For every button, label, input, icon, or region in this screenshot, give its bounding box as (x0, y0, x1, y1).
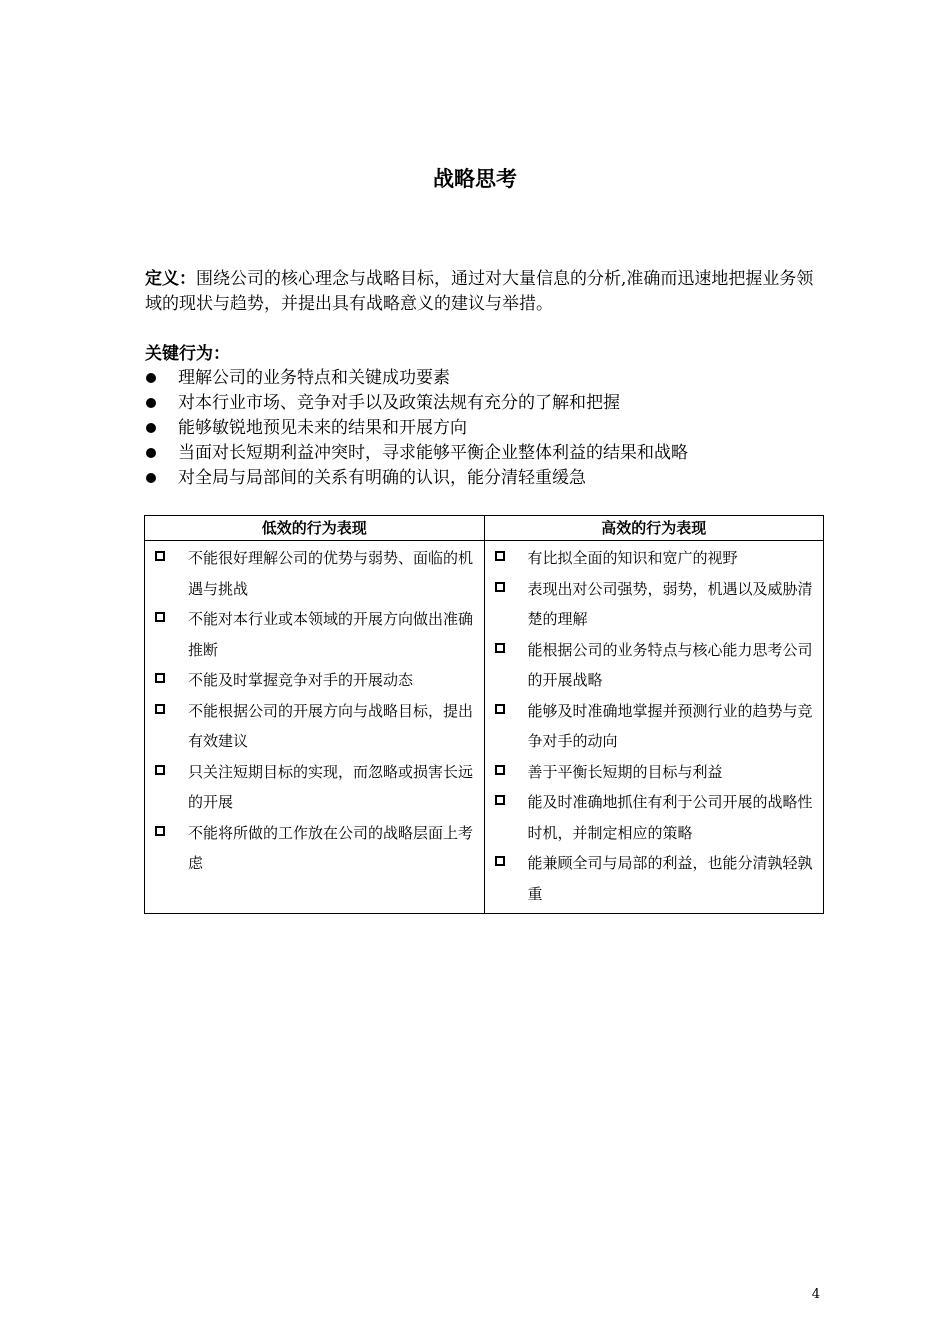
page-number: 4 (811, 1287, 820, 1302)
low-effectiveness-header: 低效的行为表现 (145, 516, 485, 541)
list-item (155, 543, 478, 604)
list-item (155, 696, 478, 757)
bullet-icon (146, 398, 156, 408)
list-item (145, 391, 825, 416)
list-item (145, 416, 825, 441)
high-effectiveness-header: 高效的行为表现 (484, 516, 824, 541)
checkbox-icon (155, 826, 165, 836)
checkbox-icon (495, 856, 505, 866)
list-item-text: 当面对长短期利益冲突时，寻求能够平衡企业整体利益的结果和战略 (178, 443, 688, 463)
checkbox-icon (495, 765, 505, 775)
list-item-text: 不能根据公司的开展方向与战略目标，提出有效建议 (188, 701, 474, 750)
checkbox-icon (495, 582, 505, 592)
behavior-table (144, 515, 824, 914)
checkbox-icon (495, 643, 505, 653)
list-item (155, 665, 478, 696)
definition-paragraph (145, 267, 815, 317)
checkbox-icon (155, 704, 165, 714)
checkbox-icon (495, 704, 505, 714)
list-item-text: 善于平衡长短期的目标与利益 (527, 762, 723, 781)
list-item (145, 466, 825, 491)
key-behaviors-heading: 关键行为： (145, 344, 230, 364)
list-item-text: 不能对本行业或本领域的开展方向做出准确推断 (188, 610, 474, 659)
bullet-icon (146, 423, 156, 433)
list-item-text: 能够及时准确地掌握并预测行业的趋势与竞争对手的动向 (527, 701, 813, 750)
high-effectiveness-cell (484, 541, 824, 914)
low-effectiveness-cell (145, 541, 485, 914)
checkbox-icon (155, 673, 165, 683)
bullet-icon (146, 373, 156, 383)
high-effectiveness-list (485, 541, 824, 913)
table-header-row (145, 516, 824, 541)
list-item (495, 757, 818, 788)
list-item (145, 441, 825, 466)
list-item-text: 能及时准确地抓住有利于公司开展的战略性时机，并制定相应的策略 (527, 793, 813, 842)
list-item (495, 696, 818, 757)
list-item (495, 574, 818, 635)
checkbox-icon (495, 551, 505, 561)
definition-label: 定义： (145, 269, 196, 289)
list-item (495, 848, 818, 909)
list-item-text: 不能很好理解公司的优势与弱势、面临的机遇与挑战 (188, 549, 474, 598)
list-item (155, 757, 478, 818)
list-item-text: 能兼顾全司与局部的利益，也能分清孰轻孰重 (527, 854, 813, 903)
list-item-text: 只关注短期目标的实现，而忽略或损害长远的开展 (188, 762, 474, 811)
checkbox-icon (495, 795, 505, 805)
page-title: 战略思考 (433, 167, 517, 191)
key-behaviors-list (145, 366, 825, 491)
list-item (155, 604, 478, 665)
list-item-text: 表现出对公司强势，弱势，机遇以及威胁清楚的理解 (527, 579, 813, 628)
list-item-text: 能根据公司的业务特点与核心能力思考公司的开展战略 (527, 640, 813, 689)
checkbox-icon (155, 612, 165, 622)
definition-text: 围绕公司的核心理念与战略目标，通过对大量信息的分析,准确而迅速地把握业务领域的现状与趋势，并提出具有战略意义的建议与举措。 (145, 269, 814, 314)
checkbox-icon (155, 765, 165, 775)
list-item-text: 不能及时掌握竞争对手的开展动态 (188, 671, 414, 689)
list-item (495, 543, 818, 574)
list-item-text: 能够敏锐地预见未来的结果和开展方向 (178, 418, 467, 438)
checkbox-icon (155, 551, 165, 561)
bullet-icon (146, 473, 156, 483)
list-item-text: 对全局与局部间的关系有明确的认识，能分清轻重缓急 (178, 468, 586, 488)
low-effectiveness-list (145, 541, 484, 883)
list-item (155, 818, 478, 879)
list-item-text: 理解公司的业务特点和关键成功要素 (178, 368, 450, 388)
list-item-text: 不能将所做的工作放在公司的战略层面上考虑 (188, 823, 474, 872)
list-item (145, 366, 825, 391)
list-item (495, 635, 818, 696)
bullet-icon (146, 448, 156, 458)
list-item (495, 787, 818, 848)
table-row (145, 541, 824, 914)
list-item-text: 有比拟全面的知识和宽广的视野 (527, 549, 738, 567)
list-item-text: 对本行业市场、竞争对手以及政策法规有充分的了解和把握 (178, 393, 620, 413)
